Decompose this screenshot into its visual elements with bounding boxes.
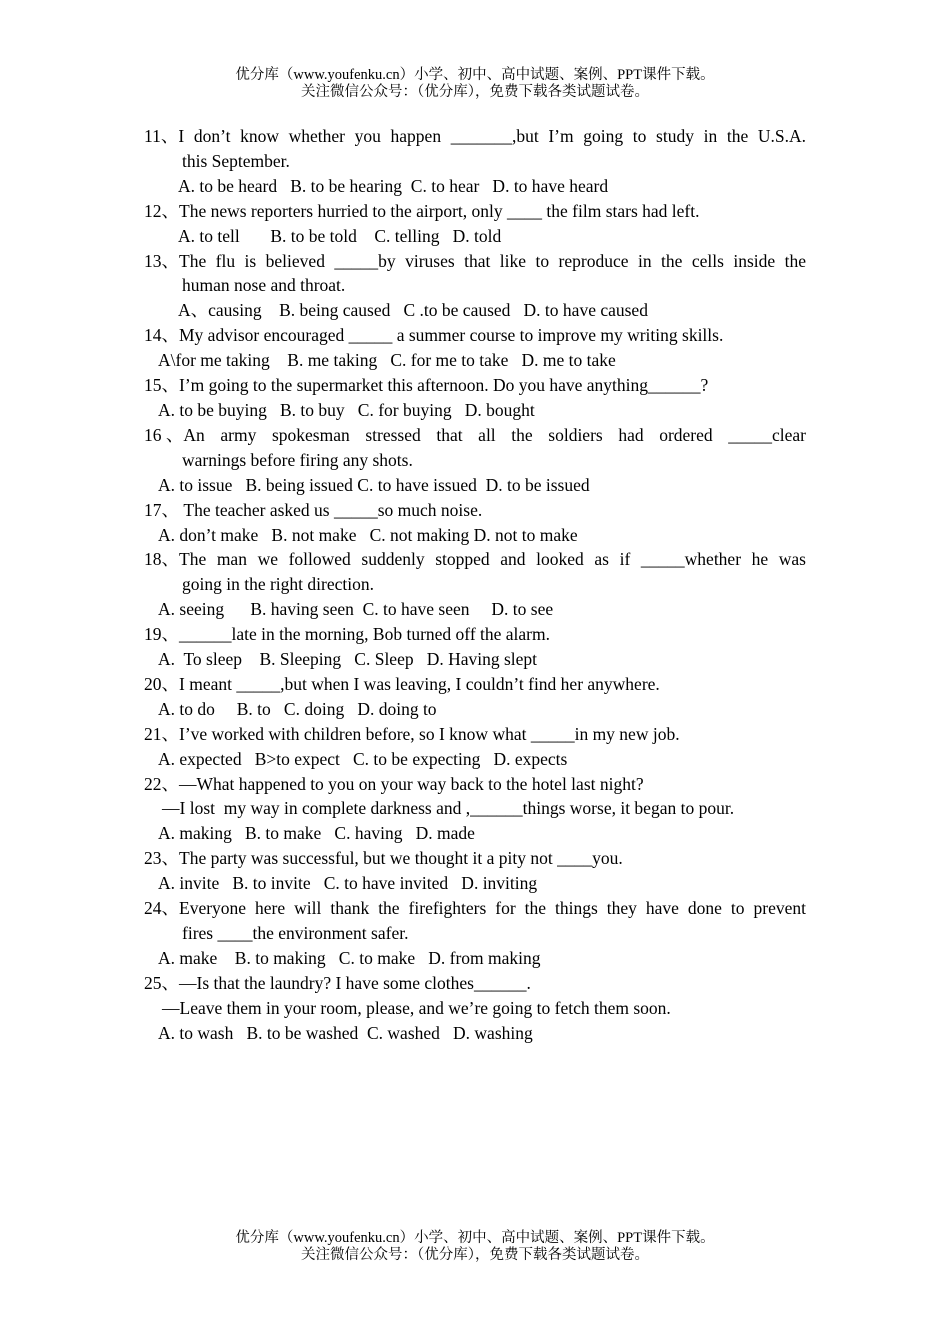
question-text: I meant _____,but when I was leaving, I couldn’t find her anywhere. [179,673,660,694]
question-options: A. expected B>to expect C. to be expecting D. expects [158,748,568,769]
header-line-1: 优分库（www.youfenku.cn）小学、初中、高中试题、案例、PPT课件下载。 [235,67,715,83]
question-15 [144,373,806,398]
question-24 [144,896,806,921]
question-22 [144,772,806,797]
question-text: —What happened to you on your way back to the hotel last night? [179,773,644,794]
question-number: 22、 [144,773,179,794]
question-text: The party was successful, but we thought it a pity not ____you. [179,848,623,869]
question-text: An army spokesman stressed that all the soldiers had ordered _____clear [183,424,806,445]
question-list [144,124,806,1046]
question-number: 14、 [144,325,179,346]
question-number: 13、 [144,250,179,271]
question-options: A\for me taking B. me taking C. for me to take D. me to take [158,350,616,371]
question-continuation: human nose and throat. [182,275,346,296]
question-text: I’ve worked with children before, so I know what _____in my new job. [179,723,680,744]
question-number: 15、 [144,375,179,396]
question-text: I’m going to the supermarket this afternoon. Do you have anything______? [179,375,709,396]
question-number: 16 、 [144,424,184,445]
question-text: I don’t know whether you happen _______,but I’m going to study in the U.S.A. [178,126,806,146]
question-text: My advisor encouraged _____ a summer course to improve my writing skills. [179,325,724,346]
question-continuation: this September. [182,150,290,171]
question-options: A. to be heard B. to be hearing C. to hear D. to have heard [178,175,609,196]
question-options: A. To sleep B. Sleeping C. Sleep D. Having slept [158,649,538,670]
question-number: 11、 [144,126,179,146]
question-text: The flu is believed _____by viruses that like to reproduce in the cells inside the [179,250,806,271]
question-23 [144,846,806,871]
question-number: 19、 [144,624,179,645]
question-19 [144,622,806,647]
question-options: A. to issue B. being issued C. to have issued D. to be issued [158,474,590,495]
question-continuation: fires ____the environment safer. [182,923,409,943]
question-text: ______late in the morning, Bob turned off the alarm. [179,624,550,645]
question-number: 20、 [144,673,179,694]
question-number: 12、 [144,200,179,221]
dialogue-reply: —Leave them in your room, please, and we’re going to fetch them soon. [162,997,671,1018]
question-options: A. to be buying B. to buy C. for buying D. bought [158,399,535,420]
question-options: A. to tell B. to be told C. telling D. told [178,225,502,246]
question-text: The news reporters hurried to the airport, only ____ the film stars had left. [179,200,700,221]
question-number: 17、 [144,499,184,520]
question-number: 18、 [144,549,179,570]
question-options: A. seeing B. having seen C. to have seen D. to see [158,599,554,620]
question-number: 25、 [144,972,179,993]
question-20 [144,672,806,697]
question-number: 23、 [144,848,179,869]
header-line-2: 关注微信公众号：（优分库），免费下载各类试题试卷。 [301,84,649,100]
question-17 [144,498,806,523]
question-options: A. don’t make B. not make C. not making D. not to make [158,524,578,545]
question-14 [144,323,806,348]
question-18 [144,547,806,572]
page-footer [0,1230,950,1264]
question-options: A. invite B. to invite C. to have invited D. inviting [158,873,538,894]
footer-line-2: 关注微信公众号：（优分库），免费下载各类试题试卷。 [301,1247,649,1263]
dialogue-reply: —I lost my way in complete darkness and ,______things worse, it began to pour. [162,798,735,819]
question-number: 21、 [144,723,179,744]
question-11 [144,124,806,149]
footer-line-1: 优分库（www.youfenku.cn）小学、初中、高中试题、案例、PPT课件下载。 [235,1230,715,1246]
question-12 [144,199,806,224]
question-options: A. making B. to make C. having D. made [158,823,475,844]
question-options: A. to do B. to C. doing D. doing to [158,698,437,719]
question-13 [144,249,806,274]
question-continuation: going in the right direction. [182,574,374,595]
question-text: The man we followed suddenly stopped and looked as if _____whether he was [179,549,806,570]
page-header [0,67,950,101]
question-21 [144,722,806,747]
question-text: The teacher asked us _____so much noise. [183,499,483,520]
question-text: —Is that the laundry? I have some clothes______. [179,972,531,993]
question-options: A、causing B. being caused C .to be caused D. to have caused [178,300,648,321]
question-16 [144,423,806,448]
question-25 [144,971,806,996]
question-continuation: warnings before firing any shots. [182,449,413,470]
question-number: 24、 [144,898,179,919]
question-options: A. make B. to making C. to make D. from making [158,947,541,968]
question-text: Everyone here will thank the firefighters for the things they have done to prevent [179,898,806,919]
question-options: A. to wash B. to be washed C. washed D. washing [158,1022,533,1043]
